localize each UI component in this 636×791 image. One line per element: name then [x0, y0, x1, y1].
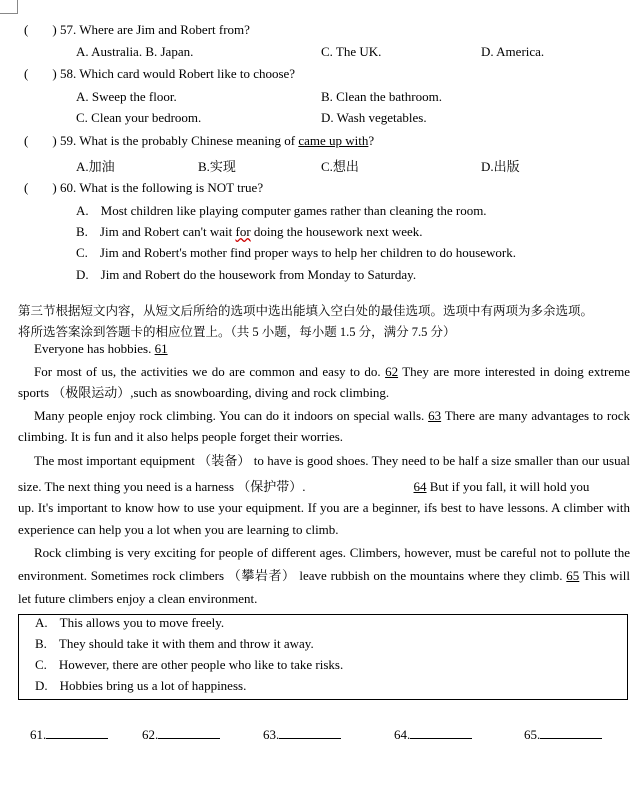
- blank-61: 61: [154, 341, 168, 356]
- option-59-b: B.实现: [198, 159, 236, 174]
- option-letter: B.: [76, 224, 88, 239]
- option-59-c: C.想出: [321, 159, 359, 174]
- answer-line[interactable]: [158, 726, 220, 739]
- option-text: Most children like playing computer games rather than cleaning the room.: [100, 203, 487, 218]
- choice-a: [35, 615, 224, 631]
- paragraph-text: Many people enjoy rock climbing. You can do it indoors on special walls.: [34, 408, 429, 423]
- answer-blank-61[interactable]: [30, 726, 108, 743]
- option-60-d: [76, 267, 416, 283]
- paragraph-text-cont: This will let future climbers enjoy a clean environment.: [18, 568, 630, 606]
- answer-blank-63[interactable]: [263, 726, 341, 743]
- option-60-b: [76, 224, 423, 240]
- question-stem: 58. Which card would Robert like to choose?: [59, 66, 296, 81]
- option-59-a: A.加油: [76, 159, 115, 174]
- answer-blank-64[interactable]: [394, 726, 472, 743]
- answer-paren-close: ): [52, 22, 57, 37]
- answer-paren-open: (: [24, 22, 29, 37]
- choice-b: [35, 636, 314, 652]
- answer-blank-65[interactable]: [524, 726, 602, 743]
- page-corner-mark: [0, 0, 18, 14]
- option-58-d: D. Wash vegetables.: [321, 110, 427, 125]
- choice-text: They should take it with them and throw it away.: [58, 636, 314, 651]
- option-text: Jim and Robert do the housework from Monday to Saturday.: [100, 267, 417, 282]
- option-57-c: C. The UK.: [321, 44, 382, 59]
- answer-paren-open: (: [24, 66, 29, 81]
- question-stem: 60. What is the following is NOT true?: [59, 180, 264, 195]
- spellcheck-word: for: [235, 224, 251, 239]
- choice-letter: D.: [35, 678, 48, 693]
- choice-letter: C.: [35, 657, 47, 672]
- option-letter: A.: [76, 203, 89, 218]
- answer-paren-close: ): [52, 180, 57, 195]
- passage-paragraph-4: [18, 448, 630, 500]
- passage-paragraph-5: [18, 541, 630, 610]
- paragraph-text: For most of us, the activities we do are common and easy to do.: [34, 364, 386, 379]
- answer-line[interactable]: [540, 726, 602, 739]
- section-3-instruction-line1: 第三节根据短文内容，从短文后所给的选项中选出能填入空白处的最佳选项。选项中有两项为多余选项。: [18, 304, 594, 318]
- choice-text: However, there are other people who like to take risks.: [58, 657, 344, 672]
- section-3-instruction-line2: 将所选答案涂到答题卡的相应位置上。（共 5 小题，每小题 1.5 分，满分 7.5 分）: [18, 325, 456, 339]
- passage-paragraph-2: [18, 361, 630, 403]
- option-text: Jim and Robert can't wait: [99, 224, 236, 239]
- paragraph-text: Everyone has hobbies.: [34, 341, 155, 356]
- blank-63: 63: [428, 408, 442, 423]
- option-letter: D.: [76, 267, 89, 282]
- answer-paren-close: ): [52, 66, 57, 81]
- choice-letter: A.: [35, 615, 48, 630]
- choice-letter: B.: [35, 636, 47, 651]
- option-59-d: D.出版: [481, 159, 520, 174]
- answer-paren-open: (: [24, 180, 29, 195]
- answer-number: 65.: [524, 727, 541, 742]
- passage-paragraph-4-continued: up. It's important to know how to use your equipment. If you are a beginner, ifs best to have lessons. A climber with experience can help you a lot when you are learning to climb.: [18, 500, 630, 537]
- question-stem: 57. Where are Jim and Robert from?: [59, 22, 250, 37]
- option-60-a: [76, 203, 487, 219]
- paragraph-text: The most important equipment （装备） to have is good shoes. They need to be half a size smaller than our usual size. The next thing you need is a harness （保护带）.: [18, 453, 630, 494]
- choice-text: This allows you to move freely.: [59, 615, 225, 630]
- answer-line[interactable]: [279, 726, 341, 739]
- paragraph-text: Rock climbing is very exciting for people of different ages. Climbers, however, must be careful not to pollute the environment. Sometimes rock climbers （攀岩者） leave rubbish on the mountains where they climb.: [18, 545, 630, 583]
- choice-text: Hobbies bring us a lot of happiness.: [59, 678, 247, 693]
- option-57-d: D. America.: [481, 44, 545, 59]
- blank-65: 65: [566, 568, 580, 583]
- option-60-c: [76, 245, 516, 261]
- choices-box: [18, 614, 628, 700]
- blank-62: 62: [385, 364, 399, 379]
- option-58-b: B. Clean the bathroom.: [321, 89, 442, 104]
- answer-blank-62[interactable]: [142, 726, 220, 743]
- answer-number: 62.: [142, 727, 159, 742]
- choice-c: [35, 657, 343, 673]
- question-60: [24, 180, 263, 196]
- paragraph-text-cont: But if you fall, it will hold you: [426, 479, 590, 494]
- option-57-ab: A. Australia. B. Japan.: [76, 44, 194, 59]
- option-58-c: C. Clean your bedroom.: [76, 110, 202, 125]
- answer-line[interactable]: [410, 726, 472, 739]
- option-text-end: doing the housework next week.: [250, 224, 423, 239]
- paragraph-text-cont: There are many advantages to rock climbing. It is fun and it also helps people forget their worries.: [18, 408, 630, 444]
- blank-64: 64: [413, 479, 427, 494]
- question-59: [24, 133, 374, 149]
- passage-paragraph-3: [18, 405, 630, 447]
- answer-number: 61.: [30, 727, 47, 742]
- question-stem-end: ?: [368, 133, 375, 148]
- answer-paren-close: ): [52, 133, 57, 148]
- passage-paragraph-1: [34, 341, 168, 357]
- question-58: [24, 66, 295, 82]
- answer-paren-open: (: [24, 133, 29, 148]
- question-57: [24, 22, 250, 38]
- choice-d: [35, 678, 246, 694]
- option-letter: C.: [76, 245, 88, 260]
- question-stem: 59. What is the probably Chinese meaning of: [59, 133, 299, 148]
- option-58-a: A. Sweep the floor.: [76, 89, 177, 104]
- answer-number: 64.: [394, 727, 411, 742]
- paragraph-text-cont: They are more interested in doing extreme sports （极限运动）,such as snowboarding, diving and rock climbing.: [18, 364, 630, 400]
- answer-number: 63.: [263, 727, 280, 742]
- underlined-phrase: came up with: [298, 133, 369, 148]
- answer-line[interactable]: [46, 726, 108, 739]
- option-text: Jim and Robert's mother find proper ways to help her children to do housework.: [99, 245, 517, 260]
